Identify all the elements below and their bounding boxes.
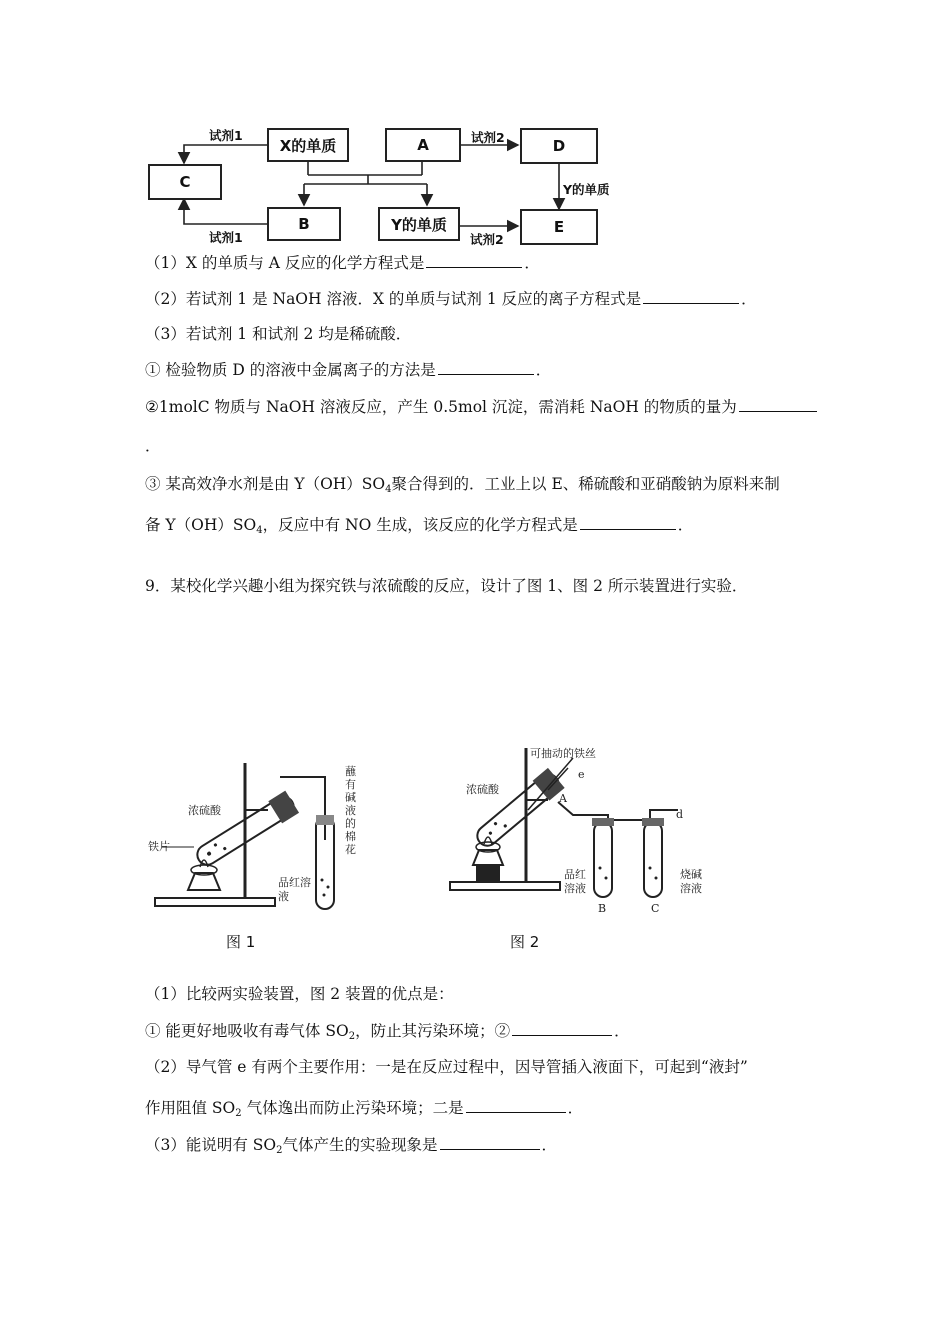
subscript: 2 — [276, 1145, 283, 1156]
label-reagent1-bottom: 试剂1 — [209, 230, 243, 245]
answer-blank[interactable] — [643, 288, 739, 304]
fig2-label-solution: 品红溶液 — [564, 868, 586, 895]
fig2-label-a: A — [559, 792, 567, 805]
period: ． — [677, 516, 694, 534]
fig1-caption: 图 1 — [226, 933, 256, 951]
q9-part2b — [145, 1097, 583, 1124]
subscript: 2 — [348, 1031, 356, 1042]
fig1-label-cotton: 蘸有碱液的棉花 — [345, 765, 356, 856]
box-b: B — [267, 207, 341, 241]
period: ． — [741, 290, 757, 308]
answer-blank[interactable] — [512, 1020, 612, 1036]
q9-part1-1-text: ① 能更好地吸收有毒气体 SO — [145, 1022, 349, 1040]
q8-part3-3-text-rest: 聚合得到的．工业上以 E、稀硫酸和亚硝酸钠为原料来制 — [391, 475, 780, 493]
q9-part3-text: （3）能说明有 SO — [145, 1136, 277, 1154]
period: ． — [535, 361, 552, 379]
fig2-label-d: d — [676, 808, 684, 821]
q9-stem-text: 9．某校化学兴趣小组为探究铁与浓硫酸的反应，设计了图 1、图 2 所示装置进行实验． — [145, 577, 748, 595]
label-reagent1-top: 试剂1 — [209, 128, 243, 143]
q9-part3-text-rest: 气体产生的实验现象是 — [282, 1136, 438, 1154]
label-reagent2-bottom: 试剂2 — [470, 232, 504, 247]
box-d: D — [520, 128, 598, 164]
q8-part3-3b-text-rest: ，反应中有 NO 生成，该反应的化学方程式是 — [262, 516, 578, 534]
fig2-caption: 图 2 — [510, 933, 540, 951]
fig2-label-b: B — [598, 902, 607, 915]
q8-part3-3-text: ③ 某高效净水剂是由 Y（OH）SO — [145, 475, 386, 493]
subscript: 4 — [385, 484, 392, 495]
fig1-label-solution: 品红溶液 — [278, 876, 311, 903]
answer-blank[interactable] — [739, 396, 817, 412]
q9-part1-1 — [145, 1020, 630, 1047]
q8-part1 — [145, 252, 540, 273]
q8-part3-3b-text: 备 Y（OH）SO — [145, 516, 257, 534]
q8-part3-2-text: ②1molC 物质与 NaOH 溶液反应，产生 0.5mol 沉淀，需消耗 NaOH 的物质的量为 — [145, 398, 737, 416]
label-y-element: Y的单质 — [563, 182, 610, 197]
period: ． — [567, 1099, 584, 1117]
q8-part3-3 — [145, 474, 780, 500]
q9-part1 — [145, 984, 454, 1004]
period: ． — [614, 1022, 630, 1040]
box-c: C — [148, 164, 222, 200]
answer-blank[interactable] — [440, 1134, 540, 1150]
answer-blank[interactable] — [438, 359, 534, 375]
q8-part3-2-period — [145, 436, 161, 456]
q8-part3-3b — [145, 514, 693, 541]
box-y-element: Y的单质 — [378, 207, 460, 241]
period: ． — [145, 437, 161, 455]
answer-blank[interactable] — [580, 514, 676, 530]
fig2-label-c: C — [651, 902, 660, 915]
q9-part2b-text: 作用阻值 SO — [145, 1099, 236, 1117]
fig1-label-iron: 铁片 — [148, 840, 170, 853]
q8-part3-1 — [145, 359, 551, 380]
q8-part2-text: （2）若试剂 1 是 NaOH 溶液．X 的单质与试剂 1 反应的离子方程式是 — [145, 290, 642, 308]
subscript: 2 — [235, 1108, 242, 1119]
fig2-label-conc-acid: 浓硫酸 — [466, 783, 499, 796]
fig2-label-e: e — [578, 768, 585, 781]
q8-part3-1-text: ① 检验物质 D 的溶液中金属离子的方法是 — [145, 361, 436, 379]
answer-blank[interactable] — [466, 1097, 566, 1113]
q9-part1-1-text-rest: ，防止其污染环境；② — [355, 1022, 511, 1040]
q9-stem — [145, 576, 747, 596]
fig2-label-wire: 可抽动的铁丝 — [530, 747, 596, 760]
fig2-label-naoh: 烧碱溶液 — [680, 868, 702, 895]
q9-part3 — [145, 1134, 557, 1161]
box-e: E — [520, 209, 598, 245]
fig1-label-conc-acid: 浓硫酸 — [188, 804, 221, 817]
q9-part2-text: （2）导气管 e 有两个主要作用：一是在反应过程中，因导管插入液面下，可起到“液封” — [145, 1058, 748, 1076]
q9-part2 — [145, 1057, 748, 1077]
figure-1-apparatus — [150, 735, 365, 915]
q8-part1-text: （1）X 的单质与 A 反应的化学方程式是 — [145, 254, 425, 272]
period: ． — [524, 254, 540, 272]
period: ． — [541, 1136, 558, 1154]
q9-part1-text: （1）比较两实验装置，图 2 装置的优点是： — [145, 985, 454, 1003]
answer-blank[interactable] — [426, 252, 522, 268]
box-x-element: X的单质 — [267, 128, 349, 162]
q8-part3-text: （3）若试剂 1 和试剂 2 均是稀硫酸． — [145, 325, 412, 343]
subscript: 4 — [256, 525, 263, 536]
box-a: A — [385, 128, 461, 162]
q8-part2 — [145, 288, 757, 309]
label-reagent2-top: 试剂2 — [471, 130, 505, 145]
q8-part3 — [145, 324, 411, 344]
q8-part3-2 — [145, 396, 819, 417]
q9-part2b-text-rest: 气体逸出而防止污染环境；二是 — [241, 1099, 464, 1117]
